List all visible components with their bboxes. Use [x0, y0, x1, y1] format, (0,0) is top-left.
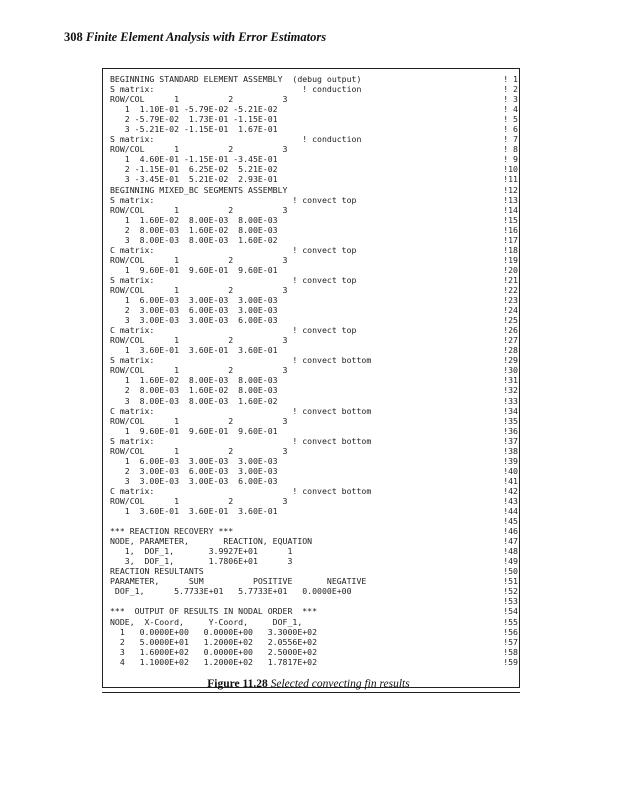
listing-line-text: NODE, PARAMETER, REACTION, EQUATION: [110, 536, 313, 547]
listing-line-text: NODE, X-Coord, Y-Coord, DOF_1,: [110, 616, 303, 627]
listing-line: [110, 576, 518, 586]
listing-line: [110, 144, 518, 154]
listing-line-text: ROW/COL 1 2 3: [110, 204, 288, 215]
line-number: !15: [503, 214, 518, 225]
listing-line-text: DOF_1, 5.7733E+01 5.7733E+01 0.0000E+00: [110, 586, 352, 597]
listing-line-text: 3 8.00E-03 8.00E-03 1.60E-02: [110, 395, 278, 406]
line-number: !24: [503, 305, 518, 316]
listing-line-text: ROW/COL 1 2 3: [110, 144, 288, 155]
line-number: !36: [503, 425, 518, 436]
listing-line: [110, 375, 518, 385]
figure-caption: [0, 678, 617, 690]
listing-line-text: 2 8.00E-03 1.60E-02 8.00E-03: [110, 385, 278, 396]
listing-line-text: ROW/COL 1 2 3: [110, 335, 288, 346]
listing-line: [110, 245, 518, 255]
line-number: !57: [503, 636, 518, 647]
listing-line-text: 1 9.60E-01 9.60E-01 9.60E-01: [110, 425, 278, 436]
line-number: !53: [503, 596, 518, 607]
listing-line-text: ROW/COL 1 2 3: [110, 94, 288, 105]
listing-line: [110, 546, 518, 556]
code-listing: [110, 74, 518, 667]
listing-line-text: 4 1.1000E+02 1.2000E+02 1.7817E+02: [110, 656, 318, 667]
line-number: !13: [503, 194, 518, 205]
listing-line-text: S matrix: ! convect top: [110, 274, 357, 285]
line-number: !19: [503, 254, 518, 265]
line-number: !25: [503, 315, 518, 326]
listing-line: [110, 74, 518, 84]
listing-line-text: 1 1.60E-02 8.00E-03 8.00E-03: [110, 214, 278, 225]
listing-line: [110, 345, 518, 355]
listing-line: [110, 164, 518, 174]
line-number: !17: [503, 234, 518, 245]
listing-line: [110, 566, 518, 576]
listing-line: [110, 627, 518, 637]
listing-line: [110, 637, 518, 647]
listing-line: [110, 134, 518, 144]
listing-line: [110, 586, 518, 596]
line-number: !47: [503, 536, 518, 547]
line-number: !27: [503, 335, 518, 346]
listing-line: [110, 225, 518, 235]
listing-line: [110, 285, 518, 295]
listing-line-text: 2 3.00E-03 6.00E-03 3.00E-03: [110, 465, 278, 476]
listing-line-text: PARAMETER, SUM POSITIVE NEGATIVE: [110, 576, 367, 587]
listing-line: [110, 456, 518, 466]
line-number: !39: [503, 455, 518, 466]
listing-line-text: ROW/COL 1 2 3: [110, 495, 288, 506]
figure-label: Figure 11.28: [207, 678, 268, 690]
listing-line-text: 2 -5.79E-02 1.73E-01 -1.15E-01: [110, 114, 278, 125]
listing-line-text: *** OUTPUT OF RESULTS IN NODAL ORDER ***: [110, 606, 318, 617]
line-number: ! 4: [503, 104, 518, 115]
listing-line-text: 1 1.60E-02 8.00E-03 8.00E-03: [110, 375, 278, 386]
listing-line-text: 1 3.60E-01 3.60E-01 3.60E-01: [110, 345, 278, 356]
listing-line: [110, 385, 518, 395]
listing-line-text: 1 6.00E-03 3.00E-03 3.00E-03: [110, 295, 278, 306]
listing-line-text: 3 -3.45E-01 5.21E-02 2.93E-01: [110, 174, 278, 185]
listing-line-text: 3, DOF_1, 1.7806E+01 3: [110, 556, 293, 567]
line-number: !32: [503, 385, 518, 396]
line-number: !28: [503, 345, 518, 356]
listing-line-text: 2 5.0000E+01 1.2000E+02 2.0556E+02: [110, 636, 318, 647]
listing-line: [110, 647, 518, 657]
line-number: !45: [503, 516, 518, 527]
listing-line: [110, 265, 518, 275]
listing-line: [110, 215, 518, 225]
listing-line-text: 1 0.0000E+00 0.0000E+00 3.3000E+02: [110, 626, 318, 637]
listing-line-text: 2 3.00E-03 6.00E-03 3.00E-03: [110, 305, 278, 316]
line-number: !46: [503, 526, 518, 537]
line-number: !31: [503, 375, 518, 386]
listing-line-text: 3 3.00E-03 3.00E-03 6.00E-03: [110, 315, 278, 326]
listing-line: [110, 154, 518, 164]
listing-line: [110, 195, 518, 205]
figure-caption-text: Selected convecting fin results: [270, 678, 410, 690]
listing-line: [110, 436, 518, 446]
listing-line-text: C matrix: ! convect bottom: [110, 485, 372, 496]
listing-line-text: ROW/COL 1 2 3: [110, 445, 288, 456]
line-number: !38: [503, 445, 518, 456]
line-number: !52: [503, 586, 518, 597]
listing-line-text: ROW/COL 1 2 3: [110, 284, 288, 295]
listing-line-text: ROW/COL 1 2 3: [110, 415, 288, 426]
listing-line-text: S matrix: ! convect top: [110, 194, 357, 205]
listing-line-text: 2 8.00E-03 1.60E-02 8.00E-03: [110, 224, 278, 235]
listing-line: [110, 406, 518, 416]
listing-line-text: 1 6.00E-03 3.00E-03 3.00E-03: [110, 455, 278, 466]
listing-line-text: 1, DOF_1, 3.9927E+01 1: [110, 546, 293, 557]
listing-line-text: S matrix: ! convect bottom: [110, 435, 372, 446]
line-number: !22: [503, 284, 518, 295]
listing-line: [110, 396, 518, 406]
line-number: !21: [503, 274, 518, 285]
line-number: !37: [503, 435, 518, 446]
line-number: ! 7: [503, 134, 518, 145]
listing-line-text: 2 -1.15E-01 6.25E-02 5.21E-02: [110, 164, 278, 175]
line-number: ! 2: [503, 84, 518, 95]
line-number: ! 1: [503, 74, 518, 84]
line-number: ! 5: [503, 114, 518, 125]
listing-line-text: *** REACTION RECOVERY ***: [110, 526, 234, 537]
listing-line: [110, 174, 518, 184]
listing-line: [110, 516, 518, 526]
listing-line-text: REACTION RESULTANTS: [110, 566, 204, 577]
listing-line: [110, 496, 518, 506]
line-number: !30: [503, 365, 518, 376]
listing-line-text: BEGINNING MIXED_BC SEGMENTS ASSEMBLY: [110, 184, 288, 195]
listing-line-text: 1 3.60E-01 3.60E-01 3.60E-01: [110, 506, 278, 517]
listing-line-text: 3 3.00E-03 3.00E-03 6.00E-03: [110, 475, 278, 486]
line-number: ! 3: [503, 94, 518, 105]
line-number: ! 6: [503, 124, 518, 135]
listing-line-text: S matrix: ! convect bottom: [110, 355, 372, 366]
listing-line: [110, 325, 518, 335]
listing-line: [110, 657, 518, 667]
listing-line: [110, 416, 518, 426]
listing-line: [110, 315, 518, 325]
listing-line: [110, 84, 518, 94]
listing-line: [110, 476, 518, 486]
listing-line: [110, 606, 518, 616]
listing-line-text: 3 1.6000E+02 0.0000E+00 2.5000E+02: [110, 646, 318, 657]
listing-line: [110, 466, 518, 476]
page-header: [64, 30, 326, 45]
line-number: !40: [503, 465, 518, 476]
listing-line-text: BEGINNING STANDARD ELEMENT ASSEMBLY (debug output): [110, 74, 362, 84]
line-number: !55: [503, 616, 518, 627]
listing-line-text: 1 4.60E-01 -1.15E-01 -3.45E-01: [110, 154, 278, 165]
listing-line-text: C matrix: ! convect top: [110, 325, 357, 336]
line-number: !43: [503, 495, 518, 506]
line-number: !20: [503, 264, 518, 275]
listing-line-text: S matrix: ! conduction: [110, 84, 362, 95]
line-number: !18: [503, 244, 518, 255]
listing-line: [110, 355, 518, 365]
line-number: !35: [503, 415, 518, 426]
listing-line: [110, 94, 518, 104]
listing-line-text: 3 -5.21E-02 -1.15E-01 1.67E-01: [110, 124, 278, 135]
line-number: !44: [503, 506, 518, 517]
listing-line-text: ROW/COL 1 2 3: [110, 365, 288, 376]
listing-line-text: S matrix: ! conduction: [110, 134, 362, 145]
listing-line: [110, 305, 518, 315]
listing-line-text: 1 9.60E-01 9.60E-01 9.60E-01: [110, 264, 278, 275]
line-number: !34: [503, 405, 518, 416]
listing-line: [110, 185, 518, 195]
line-number: !14: [503, 204, 518, 215]
listing-line: [110, 365, 518, 375]
line-number: ! 9: [503, 154, 518, 165]
listing-line: [110, 526, 518, 536]
listing-line: [110, 506, 518, 516]
line-number: !42: [503, 485, 518, 496]
line-number: !59: [503, 656, 518, 667]
listing-line: [110, 255, 518, 265]
line-number: !58: [503, 646, 518, 657]
line-number: !41: [503, 475, 518, 486]
line-number: !29: [503, 355, 518, 366]
line-number: !56: [503, 626, 518, 637]
listing-line: [110, 596, 518, 606]
listing-line: [110, 235, 518, 245]
line-number: ! 8: [503, 144, 518, 155]
listing-line-text: C matrix: ! convect bottom: [110, 405, 372, 416]
line-number: !16: [503, 224, 518, 235]
line-number: !49: [503, 556, 518, 567]
line-number: !50: [503, 566, 518, 577]
line-number: !26: [503, 325, 518, 336]
listing-line: [110, 275, 518, 285]
line-number: !51: [503, 576, 518, 587]
listing-line: [110, 556, 518, 566]
listing-line: [110, 104, 518, 114]
listing-line-text: 3 8.00E-03 8.00E-03 1.60E-02: [110, 234, 278, 245]
book-title: Finite Element Analysis with Error Estimators: [85, 30, 327, 44]
line-number: !23: [503, 295, 518, 306]
listing-line: [110, 536, 518, 546]
line-number: !48: [503, 546, 518, 557]
listing-line: [110, 114, 518, 124]
listing-line: [110, 205, 518, 215]
listing-line: [110, 124, 518, 134]
page-number: 308: [64, 30, 83, 44]
listing-line-text: ROW/COL 1 2 3: [110, 254, 288, 265]
line-number: !33: [503, 395, 518, 406]
listing-line: [110, 335, 518, 345]
listing-line: [110, 486, 518, 496]
line-number: !54: [503, 606, 518, 617]
line-number: !12: [503, 184, 518, 195]
listing-line: [110, 617, 518, 627]
listing-line: [110, 426, 518, 436]
line-number: !10: [503, 164, 518, 175]
listing-line: [110, 295, 518, 305]
listing-line-text: C matrix: ! convect top: [110, 244, 357, 255]
listing-line-text: 1 1.10E-01 -5.79E-02 -5.21E-02: [110, 104, 278, 115]
listing-line: [110, 446, 518, 456]
line-number: !11: [503, 174, 518, 185]
